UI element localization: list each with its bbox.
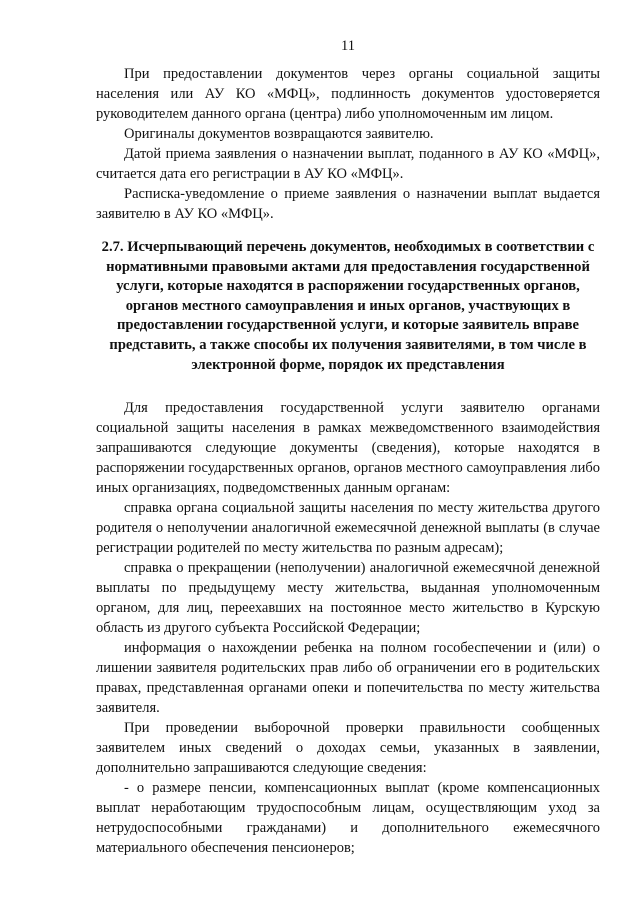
intro-paragraphs: [96, 64, 600, 224]
list-item-other-parent-certificate: справка органа социальной защиты населения по месту жительства другого родителя о неполучении аналогичной ежемесячной денежной выплаты (в случае регистрации родителей по месту жительства по разным адресам);: [96, 500, 600, 556]
page-number: 11: [341, 38, 355, 54]
paragraph-interagency-request: Для предоставления государственной услуги заявителю органами социальной защиты населения в рамках межведомственного взаимодействия запрашиваются следующие документы (сведения), которые находятся в распоряжении государственных органов, органов местного самоуправления либо иных организациях, подведомственных данным органам:: [96, 400, 600, 496]
list-item-pension-info: - о размере пенсии, компенсационных выплат (кроме компенсационных выплат неработающим трудоспособным лицам, осуществляющим уход за нетрудоспособными гражданами) и дополнительного ежемесячного материального обеспечения пенсионеров;: [96, 780, 600, 856]
section-heading-block: [96, 238, 600, 375]
paragraph-receipt-notification: Расписка-уведомление о приеме заявления о назначении выплат выдается заявителю в АУ КО «МФЦ».: [96, 186, 600, 222]
paragraph-application-date: Датой приема заявления о назначении выплат, поданного в АУ КО «МФЦ», считается дата его регистрации в АУ КО «МФЦ».: [96, 146, 600, 182]
section-body: [96, 398, 600, 858]
paragraph-originals-returned: Оригиналы документов возвращаются заявителю.: [124, 126, 434, 142]
paragraph-document-verification: При предоставлении документов через органы социальной защиты населения или АУ КО «МФЦ», подлинность документов удостоверяется руководителем данного органа (центра) либо уполномоченным им лицом.: [96, 66, 600, 122]
list-item-termination-certificate: справка о прекращении (неполучении) аналогичной ежемесячной денежной выплаты по предыдущему месту жительства, выданная уполномоченным органом, для лиц, переехавших на постоянное место жительство в Курскую область из другого субъекта Российской Федерации;: [96, 560, 600, 636]
list-item-state-support-info: информация о нахождении ребенка на полном гособеспечении и (или) о лишении заявителя родительских прав либо об ограничении его в родительских правах, представленная органами опеки и попечительства по месту жительства заявителя.: [96, 640, 600, 716]
paragraph-selective-check: При проведении выборочной проверки правильности сообщенных заявителем иных сведений о доходах семьи, указанных в заявлении, дополнительно запрашиваются следующие сведения:: [96, 720, 600, 776]
section-heading: 2.7. Исчерпывающий перечень документов, необходимых в соответствии с нормативными правовыми актами для предоставления государственной услуги, которые находятся в распоряжении государственных органов, органов местного самоуправления и иных органов, участвующих в предоставлении государственной услуги, и которые заявитель вправе представить, а также способы их получения заявителями, в том числе в электронной форме, порядок их представления: [101, 239, 595, 373]
